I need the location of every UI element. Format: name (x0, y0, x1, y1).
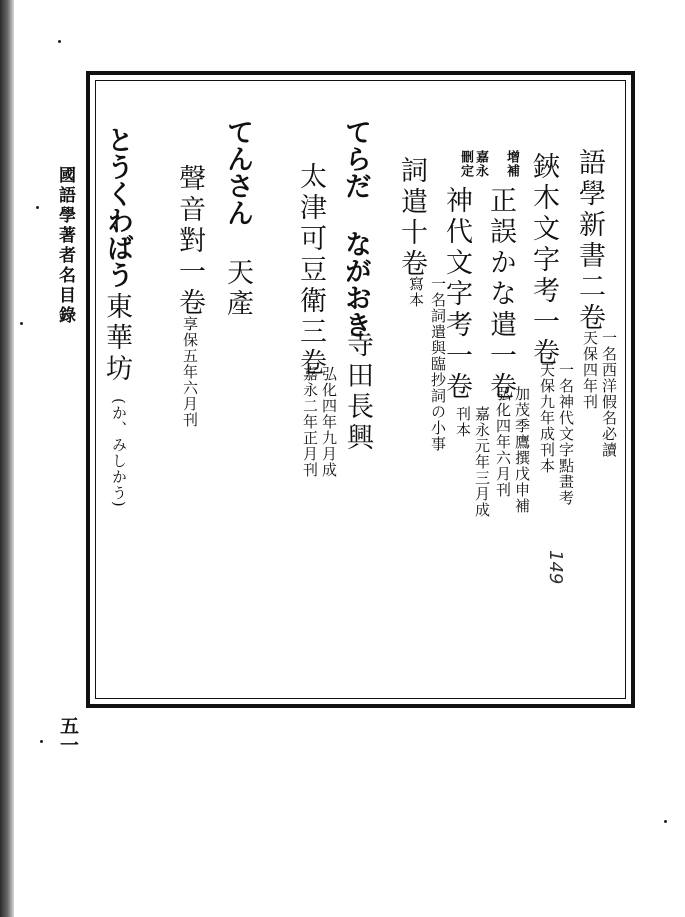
work-note-tensan: 享保五年六月刊 (181, 316, 199, 428)
author-name-tensan: 天產 (222, 258, 253, 320)
entry-note-seigo-a: 加茂季鷹撰戊申補 (513, 386, 531, 514)
author-name-tokawabo: 東華坊 (101, 292, 132, 385)
entry-note-shii-b: 寫本 (407, 276, 425, 308)
entry-note-sekiboku-b: 天保九年成刊本 (538, 362, 556, 474)
entry-prefix-seigo: 增補 (504, 150, 519, 178)
author-name-terada: 寺田長興 (342, 330, 373, 454)
author-note-tokawabo: (か、みしかう) (110, 398, 128, 508)
scan-speck (58, 40, 61, 43)
entry-prefix-jindai-b: 刪定 (458, 150, 473, 178)
entry-note-jindai-b: 刊本 (454, 406, 472, 438)
entry-note-gogaku-b: 天保四年刊 (581, 330, 599, 410)
entry-title-seigo: 正誤かな遣一卷 (485, 186, 516, 403)
sidebar-title: 國語學著者名目錄 (55, 166, 75, 326)
entry-title-shii: 詞遣十卷 (396, 156, 427, 280)
work-note-terada-a: 弘化四年九月成 (320, 366, 338, 478)
page-number: 五一 (57, 716, 79, 754)
entry-note-shii-a: 一名詞遣與臨抄詞の小事 (429, 276, 447, 452)
scan-speck (664, 820, 667, 823)
handwritten-number: 149 (545, 550, 566, 585)
scan-spine-edge (0, 0, 14, 917)
entry-note-sekiboku-a: 一名神代文字點畫考 (557, 362, 575, 506)
scan-speck (20, 322, 23, 325)
author-reading-terada: てらだ ながおき (340, 118, 371, 338)
author-reading-tokawabo: とうくわばう (102, 126, 133, 288)
entry-title-gogaku-shinsho: 語學新書二卷 (574, 148, 605, 334)
entry-title-sekiboku: 鋏木文字考一卷 (528, 152, 559, 369)
entry-note-seigo-b: 弘化四年六月刊 (494, 386, 512, 498)
entry-title-jindai: 神代文字考一卷 (441, 186, 472, 403)
work-title-terada: 太津可豆衛三卷 (295, 162, 326, 379)
work-title-tensan: 聲音對一卷 (174, 164, 205, 319)
work-note-terada-b: 嘉永二年正月刊 (301, 366, 319, 478)
entry-note-gogaku-a: 一名西洋假名必讀 (600, 330, 618, 458)
scan-speck (36, 206, 39, 209)
author-reading-tensan: てんさん (222, 118, 253, 226)
entry-prefix-jindai-a: 嘉永 (473, 150, 488, 178)
entry-note-jindai-a: 嘉永元年三月成 (473, 406, 491, 518)
scan-speck (40, 740, 43, 743)
